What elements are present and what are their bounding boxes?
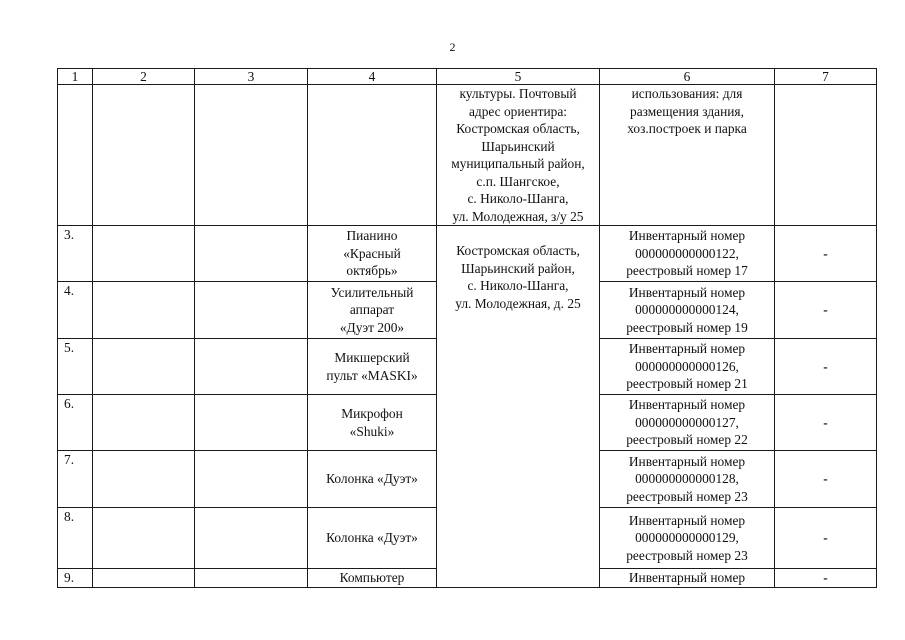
row-number: 3. xyxy=(58,226,93,282)
item-name: Компьютер xyxy=(308,569,437,588)
table-cell xyxy=(195,395,308,451)
table-cell xyxy=(195,569,308,588)
table-cell xyxy=(93,339,195,395)
continuation-row xyxy=(58,85,877,226)
table-row xyxy=(58,226,877,282)
property-table xyxy=(57,68,877,588)
item-col7: - xyxy=(775,508,877,569)
page-number: 2 xyxy=(449,40,456,54)
table-cell xyxy=(93,451,195,508)
item-details: Инвентарный номер 000000000000122, реестровый номер 17 xyxy=(600,226,775,282)
item-name: Усилительный аппарат «Дуэт 200» xyxy=(308,282,437,339)
header-row xyxy=(58,69,877,85)
table-cell xyxy=(775,85,877,226)
table-cell xyxy=(93,508,195,569)
table-cell xyxy=(93,395,195,451)
table-cell xyxy=(195,85,308,226)
column-header-4: 4 xyxy=(308,69,437,85)
table-cell xyxy=(195,451,308,508)
column-header-6: 6 xyxy=(600,69,775,85)
column-header-7: 7 xyxy=(775,69,877,85)
item-col7: - xyxy=(775,226,877,282)
table-cell xyxy=(195,226,308,282)
table-cell xyxy=(195,282,308,339)
row-number: 5. xyxy=(58,339,93,395)
row-number: 6. xyxy=(58,395,93,451)
column-header-1: 1 xyxy=(58,69,93,85)
table-cell xyxy=(195,508,308,569)
item-details: Инвентарный номер 000000000000129, реестровый номер 23 xyxy=(600,508,775,569)
item-name: Пианино «Красный октябрь» xyxy=(308,226,437,282)
row-number: 8. xyxy=(58,508,93,569)
table-cell xyxy=(308,85,437,226)
item-details: Инвентарный номер xyxy=(600,569,775,588)
purpose-cell: использования: для размещения здания, хоз.построек и парка xyxy=(600,85,775,226)
column-header-5: 5 xyxy=(437,69,600,85)
table-cell xyxy=(58,85,93,226)
table-cell xyxy=(93,569,195,588)
item-col7: - xyxy=(775,569,877,588)
item-details: Инвентарный номер 000000000000124, реестровый номер 19 xyxy=(600,282,775,339)
item-col7: - xyxy=(775,339,877,395)
item-details: Инвентарный номер 000000000000127, реестровый номер 22 xyxy=(600,395,775,451)
item-col7: - xyxy=(775,395,877,451)
shared-address-cell: Костромская область, Шарьинский район, с. Николо-Шанга, ул. Молодежная, д. 25 xyxy=(437,226,600,588)
table-cell xyxy=(93,226,195,282)
item-details: Инвентарный номер 000000000000126, реестровый номер 21 xyxy=(600,339,775,395)
item-col7: - xyxy=(775,282,877,339)
item-name: Микрофон «Shuki» xyxy=(308,395,437,451)
row-number: 9. xyxy=(58,569,93,588)
item-col7: - xyxy=(775,451,877,508)
table-cell xyxy=(93,282,195,339)
row-number: 7. xyxy=(58,451,93,508)
column-header-2: 2 xyxy=(93,69,195,85)
item-name: Колонка «Дуэт» xyxy=(308,451,437,508)
column-header-3: 3 xyxy=(195,69,308,85)
item-name: Колонка «Дуэт» xyxy=(308,508,437,569)
address-cell: культуры. Почтовый адрес ориентира: Костромская область, Шарьинский муниципальный район, с.п. Шангское, с. Николо-Шанга, ул. Молодежная, з/у 25 xyxy=(437,85,600,226)
table-cell xyxy=(93,85,195,226)
row-number: 4. xyxy=(58,282,93,339)
item-details: Инвентарный номер 000000000000128, реестровый номер 23 xyxy=(600,451,775,508)
table-cell xyxy=(195,339,308,395)
item-name: Микшерский пульт «MASKI» xyxy=(308,339,437,395)
